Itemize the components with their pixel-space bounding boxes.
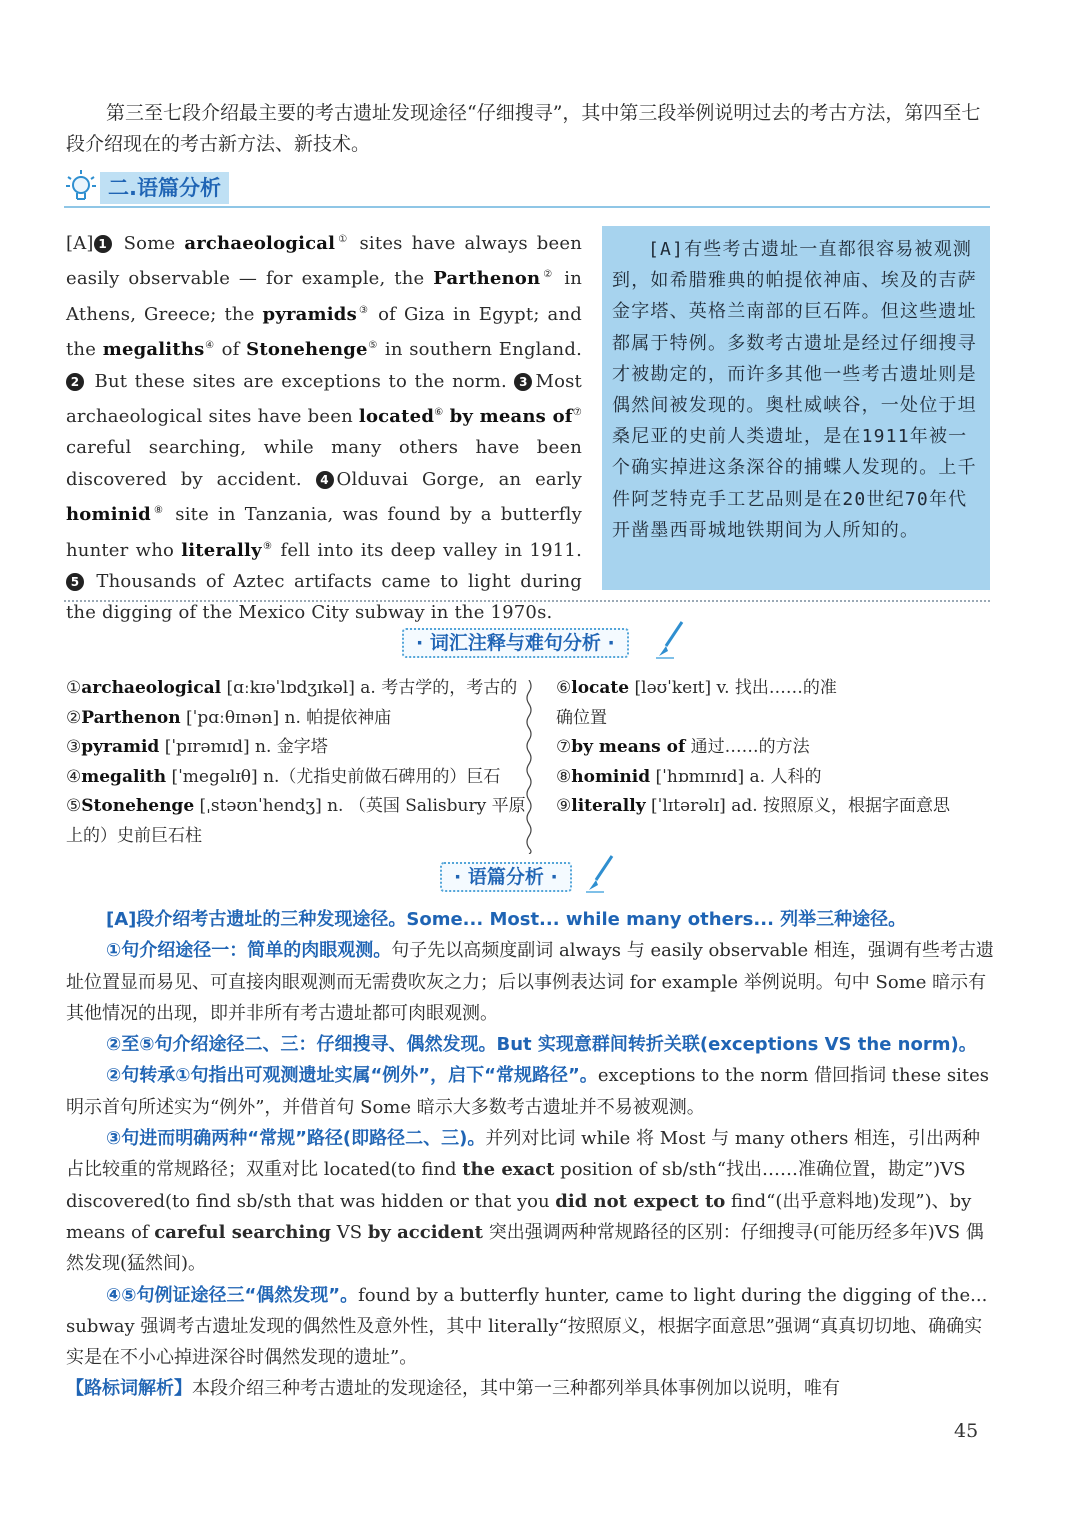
vocab-item: ⑥locate [ləʊˈkeɪt] v. 找出……的准 [556, 678, 837, 698]
vocab-item: ②Parthenon [ˈpɑːθɪnən] n. 帕提依神庙 [66, 707, 392, 728]
analysis-summary: [A]段介绍考古遗址的三种发现途径。Some... Most... while many others... 列举三种途径。 [106, 909, 907, 930]
section-header [64, 172, 990, 208]
vocab-item-continued: 上的）史前巨石柱 [66, 825, 202, 846]
lightbulb-icon [64, 168, 98, 208]
dotted-divider [64, 600, 990, 602]
page-number: 45 [954, 1420, 979, 1442]
vocab-item-continued: 确位置 [556, 707, 607, 728]
vocab-item: ⑧hominid [ˈhɒmɪnɪd] a. 人科的 [556, 766, 822, 787]
brush-icon [654, 620, 688, 660]
section-title: 二.语篇分析 [100, 172, 229, 204]
vocab-list-left [66, 674, 526, 851]
chinese-translation-box: [A]有些考古遗址一直都很容易被观测到，如希腊雅典的帕提依神庙、埃及的吉萨金字塔、英格兰南部的巨石阵。但这些遗址都属于特例。多数考古遗址是经过仔细搜寻才被勘定的，而许多其他一些考古遗址则是偶然间被发现的。奥杜威峡谷，一处位于坦桑尼亚的史前人类遗址，是在1911年被一个确实掉进这条深谷的捕蝶人发现的。上千件阿芝特克手工艺品则是在20世纪70年代开凿墨西哥城地铁期间为人所知的。 [602, 226, 990, 590]
intro-paragraph: 第三至七段介绍最主要的考古遗址发现途径“仔细搜寻”，其中第三段举例说明过去的考古方法，第四至七段介绍现在的考古新方法、新技术。 [66, 102, 981, 155]
analysis-sentences-4-5: ④⑤句例证途径三“偶然发现”。found by a butterfly hunter, came to light during the digging of the... subway 强调考古遗址发现的偶然性及意外性，其中 literally“按照原义，根据字面意思”强调“真真切切地、确确实实是在不小心掉进深谷时偶然发现的遗址”。 [66, 1284, 988, 1369]
vocab-item: ①archaeological [ɑːkɪəˈlɒdʒɪkəl] a. 考古学的，考古的 [66, 678, 518, 698]
vocab-item: ③pyramid [ˈpɪrəmɪd] n. 金字塔 [66, 737, 328, 757]
wavy-divider [524, 680, 534, 854]
english-passage: [A] 1 Some archaeological① sites have always been easily observable — for example, the Parthenon② in Athens, Greece; the pyramids③ of Giza in Egypt; and the megaliths④ of Stonehenge⑤ in southern England. 2 But these sites are exceptions to the norm. 3 Most archaeological sites have been located⑥ by means of⑦ careful searching, while many others have been discovered by accident. 4 Olduvai Gorge, an early hominid⑧ site in Tanzania, was found by a butterfly hunter who literally⑨ fell into its deep valley in 1911. 5 Thousands of Aztec artifacts came to light during the digging of the Mexico City subway in the 1970s. [66, 233, 583, 624]
analysis-sentence-2: ②句转承①句指出可观测遗址实属“例外”，启下“常规路径”。exceptions to the norm 借回指词 these sites 明示首句所述实为“例外”，并借首句 Some 暗示大多数考古遗址并不易被观测。 [66, 1065, 989, 1118]
analysis-heading: · 语篇分析 · [440, 862, 572, 892]
vocab-heading: · 词汇注释与难句分析 · [402, 628, 629, 658]
analysis-sentences-2-5: ②至⑤句介绍途径二、三：仔细搜寻、偶然发现。But 实现意群间转折关联(exceptions VS the norm)。 [106, 1034, 977, 1056]
vocab-list-right [556, 674, 950, 822]
vocab-item: ⑦by means of 通过……的方法 [556, 737, 810, 757]
analysis-sentence-3: ③句进而明确两种“常规”路径(即路径二、三)。并列对比词 while 将 Most 与 many others 相连，引出两种占比较重的常规路径；双重对比 located(to find the exact position of sb/sth“找出……准确位置，勘定”)VS discovered(to find sb/sth that was hidden or that you did not expect to find“(出乎意料地)发现”)、by means of careful searching VS by accident 突出强调两种常规路径的区别：仔细搜寻(可能历经多年)VS 偶然发现(猛然间)。 [66, 1128, 984, 1275]
section-rule [64, 206, 990, 208]
analysis-body [66, 904, 996, 1405]
vocab-item: ⑤Stonehenge [ˌstəʊnˈhendʒ] n. （英国 Salisbury 平原 [66, 796, 526, 816]
vocab-item: ④megalith [ˈmegəlɪθ] n.（尤指史前做石碑用的）巨石 [66, 766, 501, 787]
analysis-sentence-1: ①句介绍途径一：简单的肉眼观测。句子先以高频度副词 always 与 easily observable 相连，强调有些考古遗址位置显而易见、可直接肉眼观测而无需费吹灰之力；后以事例表达词 for example 举例说明。句中 Some 暗示有其他情况的出现，即并非所有考古遗址都可肉眼观测。 [66, 940, 994, 1024]
vocab-item: ⑨literally [ˈlɪtərəlɪ] ad. 按照原义，根据字面意思 [556, 796, 951, 816]
signpost-analysis: 【路标词解析】本段介绍三种考古遗址的发现途径，其中第一三种都列举具体事例加以说明，唯有 [66, 1378, 840, 1400]
brush-icon [584, 854, 618, 894]
